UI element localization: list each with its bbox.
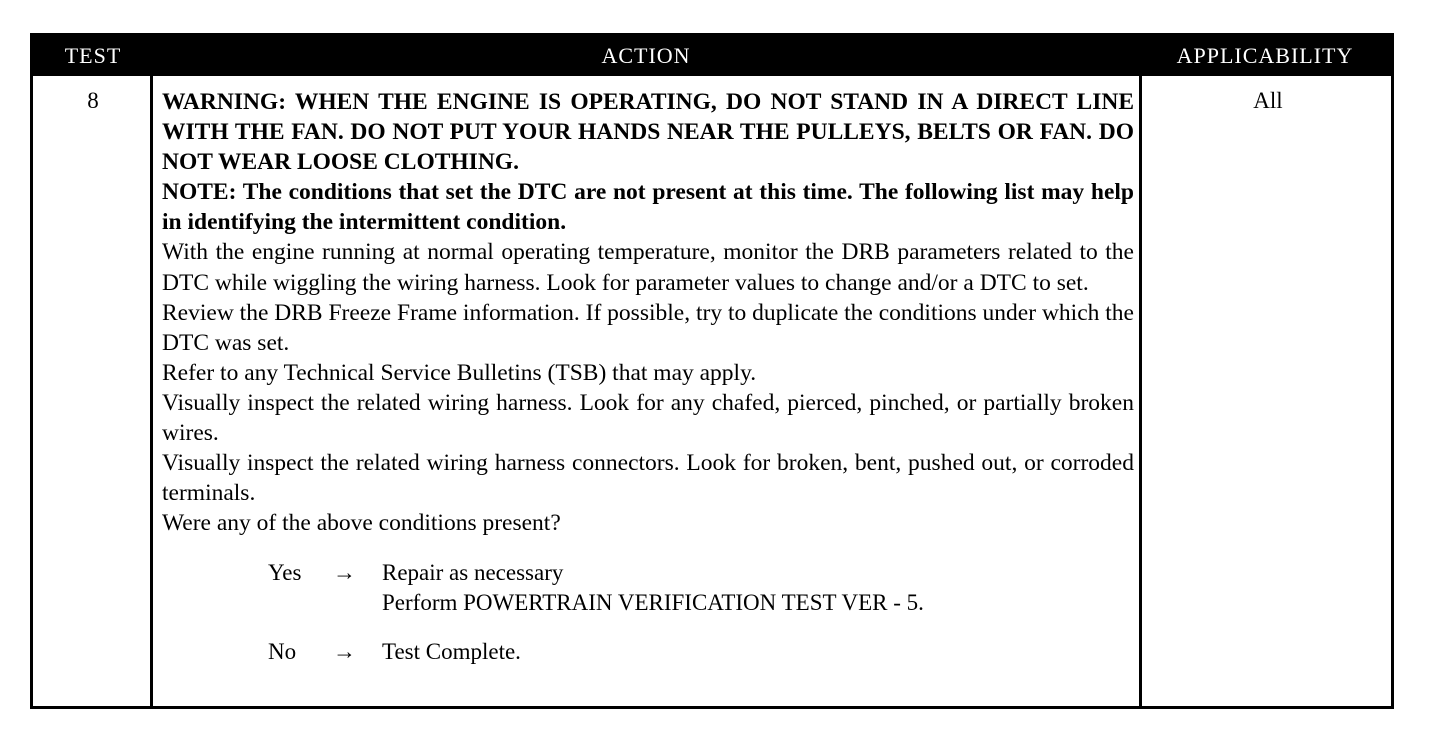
note-text: NOTE: The conditions that set the DTC are not present at this time. The following list may help in identifying the intermittent condition. bbox=[162, 179, 1134, 236]
no-outcome bbox=[162, 637, 1134, 667]
instruction-paragraph: With the engine running at normal operating temperature, monitor the DRB parameters related to the DTC while wiggling the wiring harness. Look for parameter values to change and/or a DTC to set. bbox=[162, 239, 1134, 296]
yes-action-2: Perform POWERTRAIN VERIFICATION TEST VER - 5. bbox=[382, 590, 924, 616]
yes-outcome bbox=[162, 558, 1134, 588]
instruction-paragraph: Visually inspect the related wiring harness connectors. Look for broken, bent, pushed out, or corroded terminals. bbox=[162, 450, 1134, 507]
yes-outcome-continued bbox=[162, 588, 1134, 618]
yes-action-1: Repair as necessary bbox=[382, 560, 564, 586]
test-number: 8 bbox=[87, 88, 99, 113]
table-header bbox=[33, 36, 1391, 76]
action-cell bbox=[162, 87, 1134, 667]
instruction-paragraph: Refer to any Technical Service Bulletins (TSB) that may apply. bbox=[162, 359, 757, 386]
question-text: Were any of the above conditions present? bbox=[162, 510, 561, 537]
column-divider bbox=[150, 76, 153, 706]
yes-arrow-icon: → bbox=[333, 560, 356, 586]
header-test: TEST bbox=[64, 43, 122, 68]
diagnostic-table bbox=[30, 33, 1394, 709]
header-applicability: APPLICABILITY bbox=[1176, 43, 1354, 68]
no-arrow-icon: → bbox=[333, 639, 356, 665]
instruction-paragraph: Review the DRB Freeze Frame information. If possible, try to duplicate the conditions under which the DTC was set. bbox=[162, 299, 1134, 356]
warning-text: WARNING: WHEN THE ENGINE IS OPERATING, DO NOT STAND IN A DIRECT LINE WITH THE FAN. DO NOT PUT YOUR HANDS NEAR THE PULLEYS, BELTS OR FAN. DO NOT WEAR LOOSE CLOTHING. bbox=[162, 89, 1134, 176]
no-label: No bbox=[268, 639, 297, 665]
header-action: ACTION bbox=[601, 43, 691, 68]
no-action: Test Complete. bbox=[382, 639, 521, 665]
applicability-value: All bbox=[1253, 88, 1283, 113]
instruction-paragraph: Visually inspect the related wiring harness. Look for any chafed, pierced, pinched, or partially broken wires. bbox=[162, 389, 1134, 447]
yes-label: Yes bbox=[268, 560, 302, 586]
column-divider bbox=[1139, 76, 1142, 706]
